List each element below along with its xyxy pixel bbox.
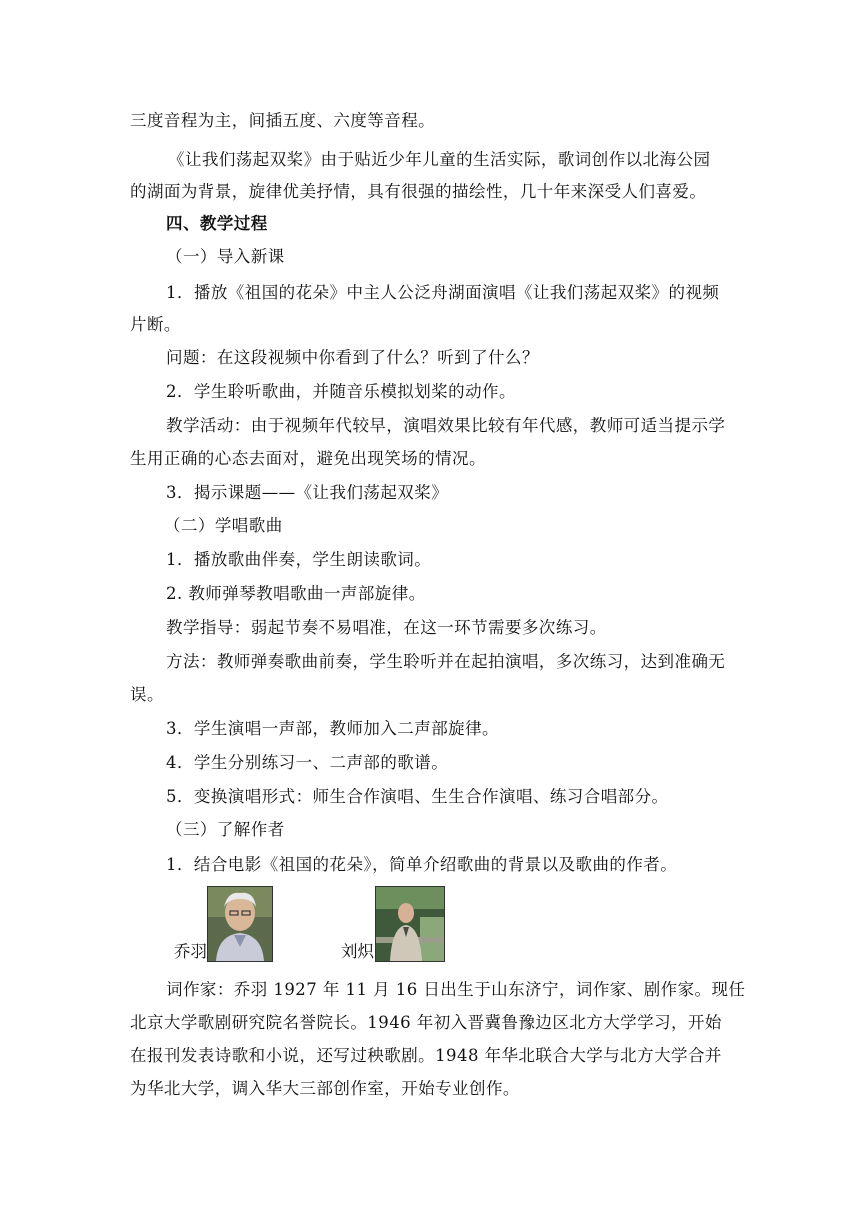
text-line: 三度音程为主，间插五度、六度等音程。	[130, 111, 436, 130]
text-line: 误。	[130, 685, 164, 704]
text-line: 4．学生分别练习一、二声部的歌谱。	[166, 753, 449, 772]
text-line: 北京大学歌剧研究院名誉院长。1946 年初入晋冀鲁豫边区北方大学学习，开始	[130, 1013, 722, 1032]
text-line: 1．结合电影《祖国的花朵》，简单介绍歌曲的背景以及歌曲的作者。	[166, 855, 678, 874]
text-line: 的湖面为背景，旋律优美抒情，具有很强的描绘性，几十年来深受人们喜爱。	[130, 182, 707, 201]
text-line: 2．学生聆听歌曲，并随音乐模拟划桨的动作。	[166, 382, 516, 401]
text-line: 1．播放《祖国的花朵》中主人公泛舟湖面演唱《让我们荡起双桨》的视频	[166, 283, 720, 302]
text-line: 生用正确的心态去面对，避免出现笑场的情况。	[130, 449, 486, 468]
text-line: 在报刊发表诗歌和小说，还写过秧歌剧。1948 年华北联合大学与北方大学合并	[130, 1046, 722, 1065]
text-line: 教学活动：由于视频年代较早，演唱效果比较有年代感，教师可适当提示学	[166, 416, 726, 435]
text-line: 问题：在这段视频中你看到了什么？听到了什么？	[166, 348, 539, 367]
photo-liu-chi	[375, 886, 445, 962]
portrait-image	[208, 887, 272, 961]
text-line: 2. 教师弹琴教唱歌曲一声部旋律。	[166, 584, 426, 603]
photo-caption: 刘炽	[341, 942, 374, 961]
text-line: 3．学生演唱一声部，教师加入二声部旋律。	[166, 719, 499, 738]
text-line: 3．揭示课题——《让我们荡起双桨》	[166, 483, 449, 502]
section-heading: 四、教学过程	[166, 214, 268, 233]
photo-qiao-yu	[207, 886, 273, 962]
text-line: 《让我们荡起双桨》由于贴近少年儿童的生活实际，歌词创作以北海公园	[168, 150, 711, 169]
text-line: 片断。	[130, 315, 181, 334]
text-line: 词作家：乔羽 1927 年 11 月 16 日出生于山东济宁，词作家、剧作家。现任	[166, 980, 746, 999]
text-line: 5．变换演唱形式：师生合作演唱、生生合作演唱、练习合唱部分。	[166, 787, 669, 806]
photo-caption: 乔羽	[174, 942, 207, 961]
text-line: 教学指导：弱起节奏不易唱准，在这一环节需要多次练习。	[166, 618, 607, 637]
subsection-heading: （二）学唱歌曲	[164, 516, 283, 535]
subsection-heading: （一）导入新课	[166, 247, 285, 266]
text-line: 为华北大学，调入华大三部创作室，开始专业创作。	[130, 1079, 520, 1098]
text-line: 方法：教师弹奏歌曲前奏，学生聆听并在起拍演唱，多次练习，达到准确无	[166, 652, 726, 671]
portrait-image	[376, 887, 444, 961]
text-line: 1．播放歌曲伴奏，学生朗读歌词。	[166, 550, 432, 569]
subsection-heading: （三）了解作者	[166, 820, 285, 839]
